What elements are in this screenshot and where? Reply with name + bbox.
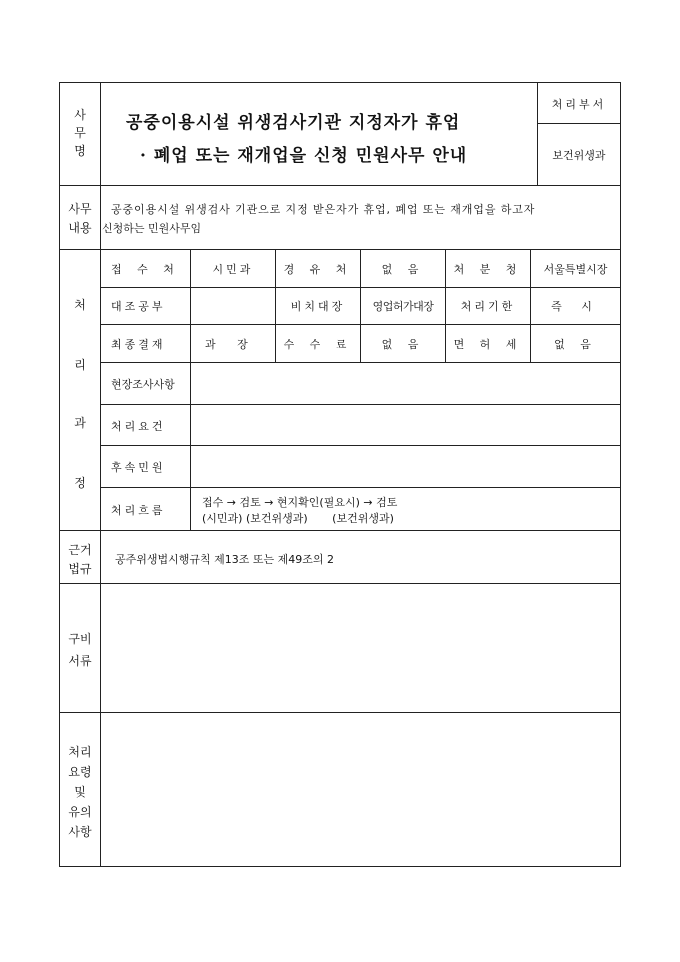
process-row6-line — [100, 487, 621, 488]
agency-value: 서울특별시장 — [543, 263, 608, 276]
content-text-line-1: 공중이용시설 위생검사 기관으로 지정 받은자가 휴업, 폐업 또는 재개업을 하고자 — [111, 203, 536, 216]
content-bottom-line — [59, 249, 621, 250]
process-label-char-2: 리 — [74, 358, 86, 372]
followup-label: 후속민원 — [111, 461, 166, 474]
documents-label-1: 구비 — [68, 632, 92, 646]
requirements-label: 처리요건 — [111, 420, 166, 433]
process-label-char-4: 정 — [74, 476, 86, 490]
page-title-line-2: · 폐업 또는 재개업을 신청 민원사무 안내 — [140, 146, 468, 166]
guidelines-label-1: 처리 — [68, 745, 92, 759]
legal-text: 공주위생법시행규칙 제13조 또는 제49조의 2 — [115, 553, 334, 566]
process-label-char-3: 과 — [74, 416, 86, 430]
receive-label: 접 수 처 — [111, 263, 180, 276]
guidelines-label-4: 유의 — [68, 805, 92, 819]
ledger2-value: 영업허가대장 — [372, 300, 434, 313]
deadline-value: 즉 시 — [551, 300, 600, 313]
flow-label: 처리흐름 — [111, 504, 166, 517]
legal-bottom-line — [59, 583, 621, 584]
content-label-1: 사무 — [68, 202, 92, 216]
guidelines-label-5: 사항 — [68, 825, 92, 839]
page-title-line-1: 공중이용시설 위생검사기관 지정자가 휴업 — [126, 113, 461, 133]
guidelines-divider — [100, 712, 101, 867]
legal-label-1: 근거 — [68, 543, 92, 557]
dept-value: 보건위생과 — [552, 149, 606, 162]
process-row4-line — [100, 404, 621, 405]
documents-bottom-line — [59, 712, 621, 713]
guidelines-label-2: 요령 — [68, 765, 92, 779]
flow-line-1: 접수 → 검토 → 현지확인(필요시) → 검토 — [202, 496, 398, 509]
header-divider — [100, 82, 101, 186]
header-label-char-1: 사 — [74, 108, 86, 122]
process-label-char-1: 처 — [74, 298, 86, 312]
content-label-2: 내용 — [68, 221, 92, 235]
content-divider — [100, 185, 101, 250]
license-tax-value: 없 음 — [554, 338, 597, 351]
header-label-char-2: 무 — [74, 126, 86, 140]
approval-label: 최종결재 — [111, 338, 166, 351]
header-dept-split — [537, 123, 621, 124]
frame-right — [620, 82, 621, 867]
approval-value: 과 장 — [205, 338, 248, 351]
fee-value: 없 음 — [381, 338, 425, 351]
process-col1 — [190, 249, 191, 531]
header-bottom-line — [59, 185, 621, 186]
content-text-line-2: 신청하는 민원사무임 — [102, 222, 202, 235]
legal-divider — [100, 530, 101, 584]
documents-divider — [100, 583, 101, 713]
process-row5-line — [100, 445, 621, 446]
dept-label: 처리부서 — [551, 98, 607, 111]
process-divider — [100, 249, 101, 531]
flow-line-2: (시민과) (보건위생과) (보건위생과) — [202, 512, 394, 525]
site-survey-label: 현장조사사항 — [111, 378, 175, 391]
ledger-label: 대조공부 — [111, 300, 166, 313]
ledger2-label: 비치대장 — [290, 300, 346, 313]
header-label-char-3: 명 — [74, 144, 86, 158]
guidelines-label-3: 및 — [74, 785, 86, 799]
receive-value: 시민과 — [212, 263, 254, 276]
documents-label-2: 서류 — [68, 654, 92, 668]
license-tax-label: 면 허 세 — [453, 338, 523, 351]
via-value: 없 음 — [381, 263, 425, 276]
fee-label: 수 수 료 — [283, 338, 353, 351]
deadline-label: 처리기한 — [460, 300, 516, 313]
frame-bottom — [59, 866, 621, 867]
process-bottom-line — [59, 530, 621, 531]
legal-label-2: 법규 — [68, 562, 92, 576]
agency-label: 처 분 청 — [453, 263, 523, 276]
via-label: 경 유 처 — [283, 263, 353, 276]
